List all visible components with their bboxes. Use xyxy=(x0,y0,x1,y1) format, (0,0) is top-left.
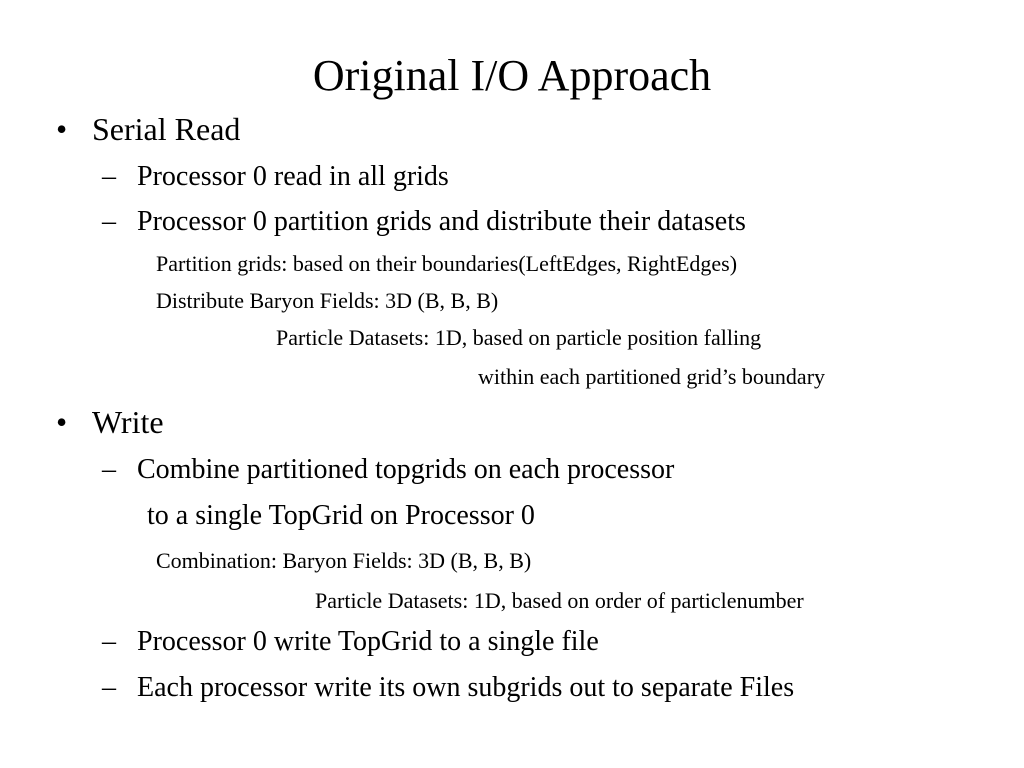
dash-icon: – xyxy=(102,161,116,192)
dash-icon: – xyxy=(102,454,116,485)
bullet-icon: • xyxy=(56,111,68,147)
sub-item-write-topgrid: Processor 0 write TopGrid to a single file xyxy=(137,626,599,657)
detail-distribute-baryon: Distribute Baryon Fields: 3D (B, B, B) xyxy=(156,288,499,313)
slide-title: Original I/O Approach xyxy=(312,51,712,100)
sub-item-partition-distribute: Processor 0 partition grids and distribute their datasets xyxy=(137,206,746,237)
detail-combination-particle: Particle Datasets: 1D, based on order of particlenumber xyxy=(315,588,804,613)
sub-item-write-subgrids: Each processor write its own subgrids out to separate Files xyxy=(137,672,795,703)
bullet-serial-read: Serial Read xyxy=(92,111,241,147)
dash-icon: – xyxy=(102,206,116,237)
detail-partition-grids: Partition grids: based on their boundaries(LeftEdges, RightEdges) xyxy=(156,251,738,276)
sub-item-combine-topgrids: Combine partitioned topgrids on each processor xyxy=(137,454,675,485)
bullet-icon: • xyxy=(56,404,68,440)
bullet-write: Write xyxy=(92,404,164,440)
dash-icon: – xyxy=(102,626,116,657)
detail-particle-datasets: Particle Datasets: 1D, based on particle position falling xyxy=(276,325,762,350)
sub-item-read-all-grids: Processor 0 read in all grids xyxy=(137,161,449,192)
sub-item-combine-topgrids-cont: to a single TopGrid on Processor 0 xyxy=(147,500,535,531)
detail-combination-baryon: Combination: Baryon Fields: 3D (B, B, B) xyxy=(156,548,532,573)
dash-icon: – xyxy=(102,672,116,703)
detail-particle-datasets-cont: within each partitioned grid’s boundary xyxy=(478,364,826,389)
